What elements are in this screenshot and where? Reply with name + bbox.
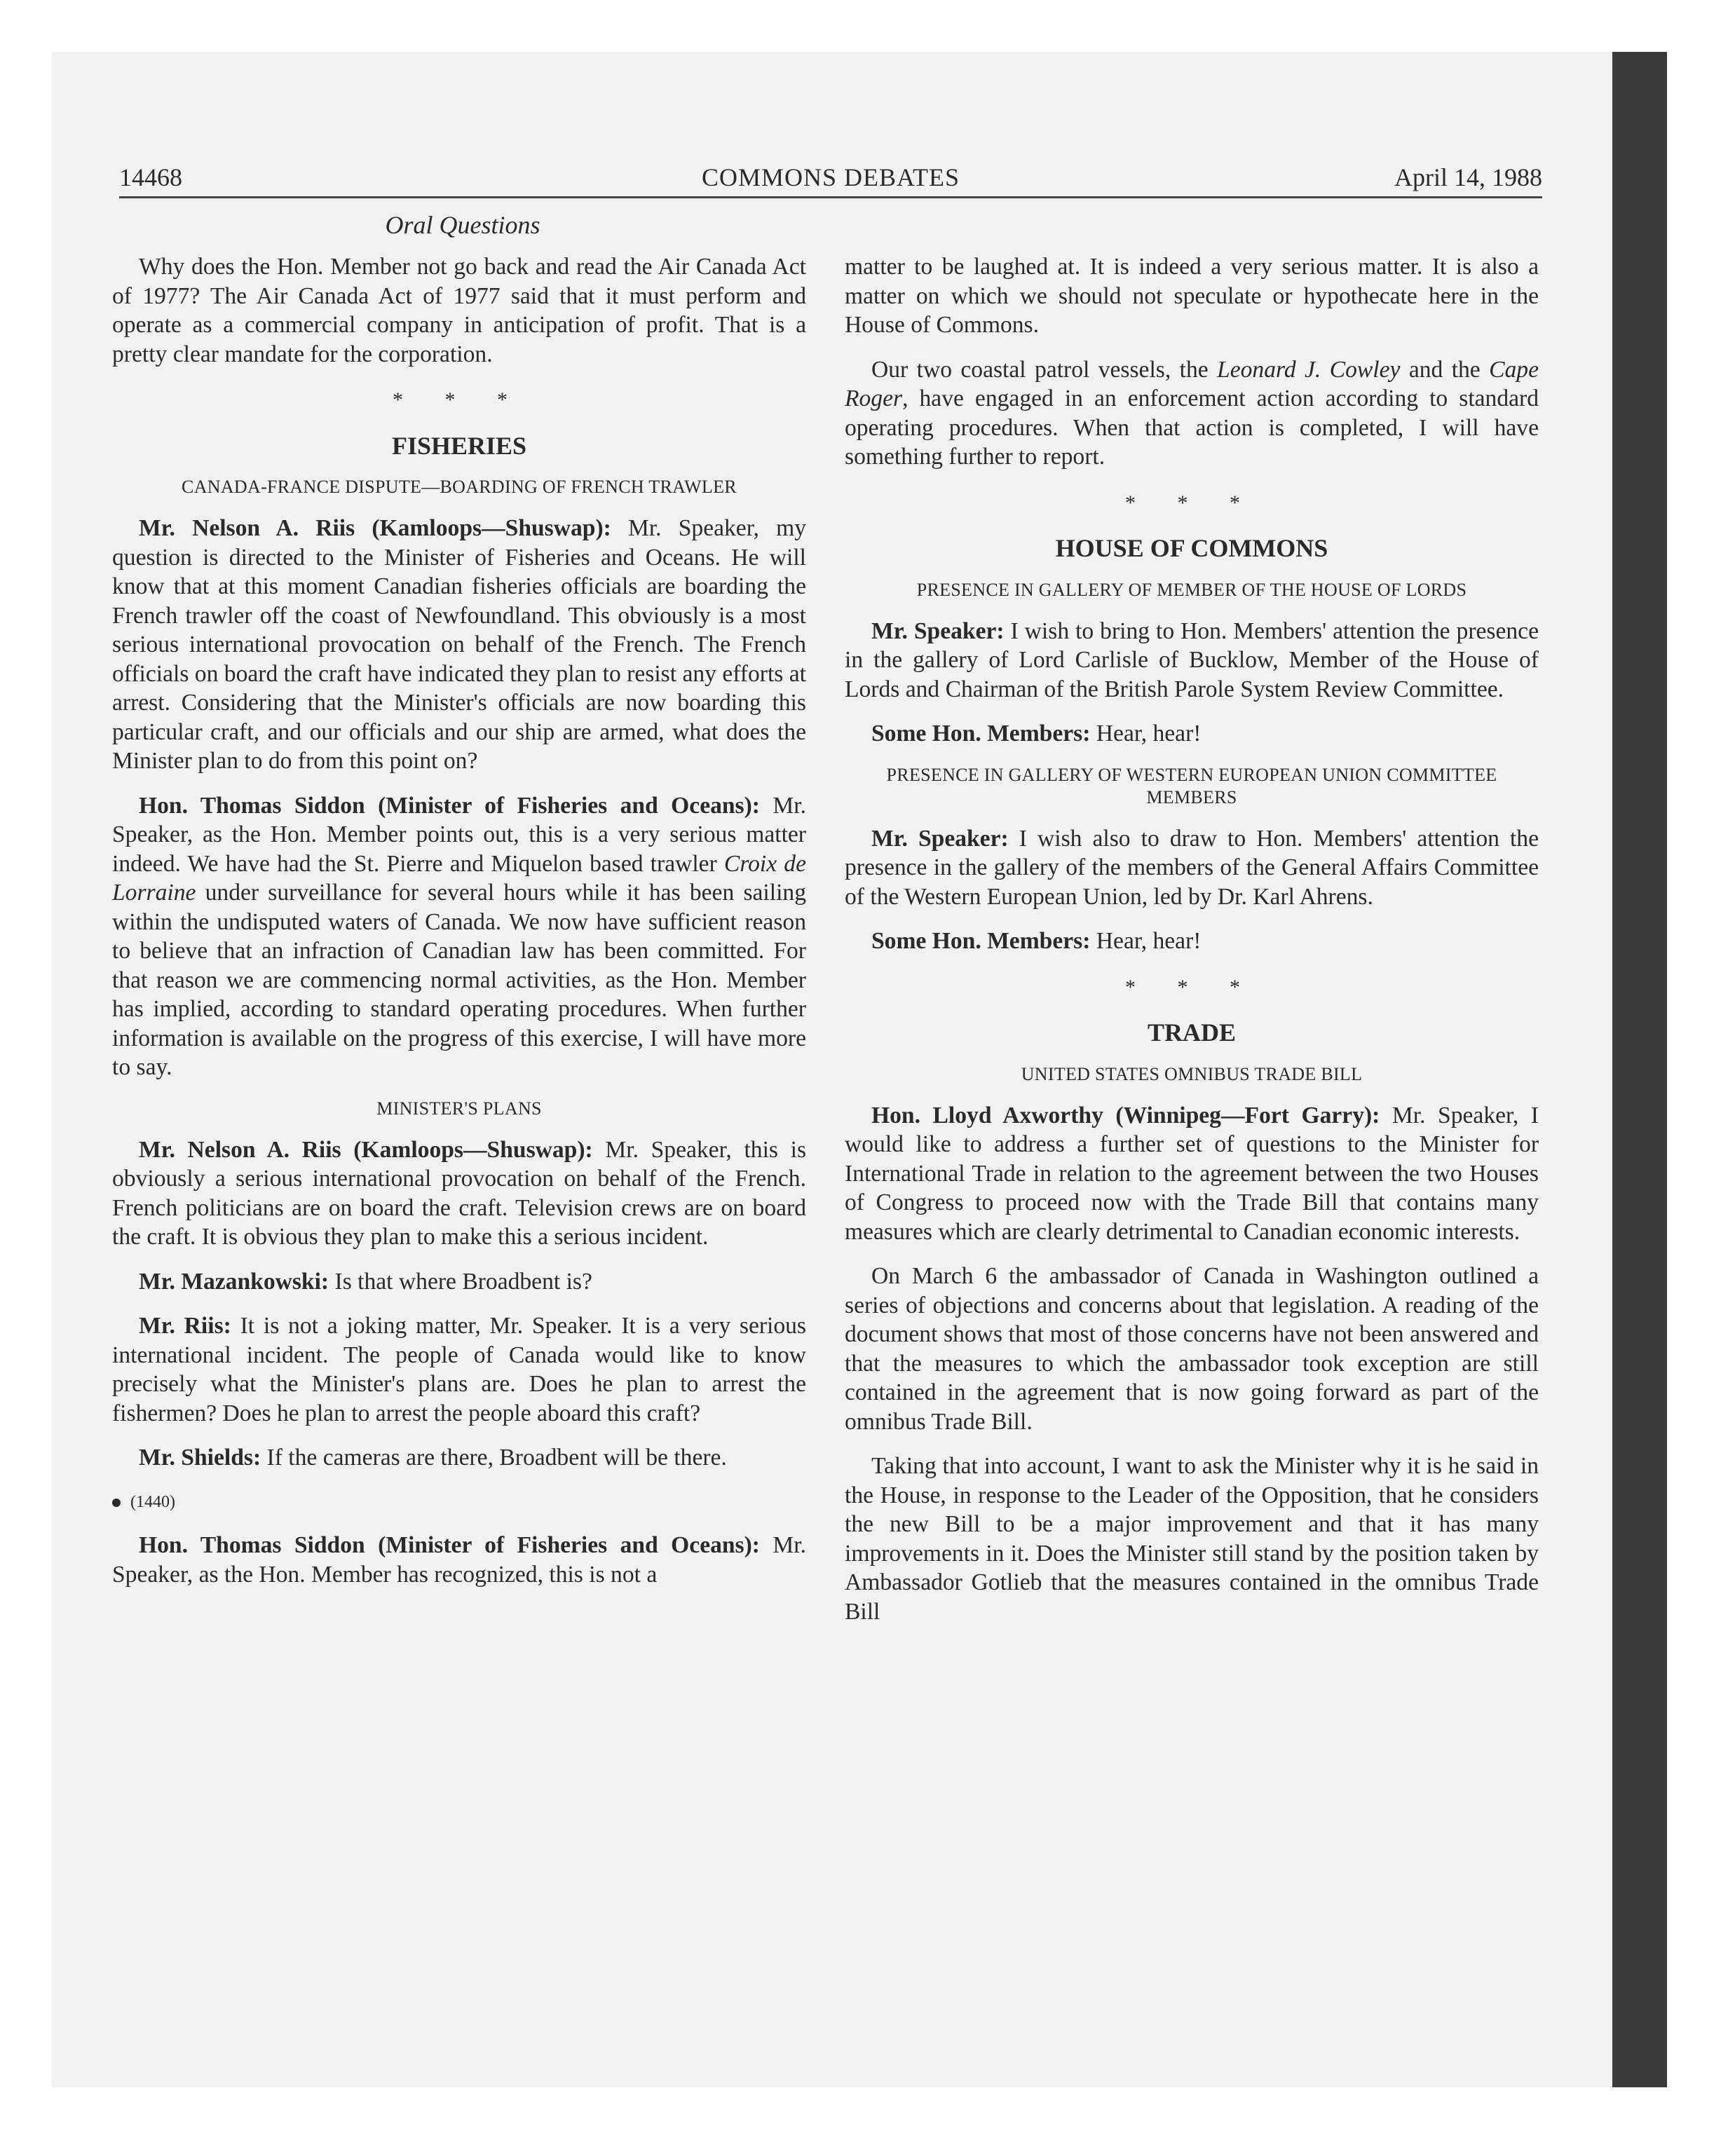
subheading: UNITED STATES OMNIBUS TRADE BILL [1021, 1063, 1363, 1084]
paragraph [845, 355, 1539, 472]
publication-title: COMMONS DEBATES [701, 163, 960, 191]
right-column [845, 252, 1539, 1642]
paragraph: Taking that into account, I want to ask the Minister why it is he said in the House, in response to the Leader of the Opposition, that he considers the new Bill to be a major improvement and that it has many improvements in it. Does the Minister still stand by the position taken by Ambassador Gotlieb that the measures contained in the omnibus Trade Bill [845, 1453, 1539, 1625]
speaker-name: Hon. Thomas Siddon (Minister of Fisheries and Oceans): [139, 792, 760, 819]
speech [845, 719, 1539, 749]
section-heading: FISHERIES [391, 431, 527, 460]
vessel-name: Cape Roger [845, 356, 1539, 411]
speech-text: Mr. Speaker, as the Hon. Member points out, this is a very serious matter indeed. We have had the St. Pierre and Miquelon based trawler [112, 792, 806, 877]
speech-text: Mr. Speaker, this is obviously a serious international provocation on behalf of the French. French politicians are on board the craft. Television crews are on board the craft. It is obvious they plan to make this a serious incident. [112, 1136, 807, 1250]
speech-text: Our two coastal patrol vessels, the [871, 356, 1218, 383]
speech [845, 927, 1539, 956]
subheading: PRESENCE IN GALLERY OF MEMBER OF THE HOUSE OF LORDS [916, 579, 1467, 600]
speech-text: Mr. Speaker, as the Hon. Member has recognized, this is not a [112, 1532, 806, 1588]
speech [112, 1135, 806, 1252]
subheading: CANADA-FRANCE DISPUTE—BOARDING OF FRENCH TRAWLER [182, 477, 737, 497]
speech-text: , have engaged in an enforcement action according to standard operating procedures. When that action is completed, I will have something further to report. [845, 386, 1539, 470]
time-marker [112, 1488, 806, 1517]
speech [112, 1267, 806, 1297]
subheading: MINISTER'S PLANS [376, 1098, 542, 1119]
speaker-name: Hon. Lloyd Axworthy (Winnipeg—Fort Garry): [871, 1102, 1380, 1128]
vessel-name: Leonard J. Cowley [1217, 356, 1401, 383]
section-note: Oral Questions [385, 211, 540, 239]
speech [845, 1101, 1539, 1247]
speech [845, 617, 1539, 704]
paragraph: On March 6 the ambassador of Canada in Washington outlined a series of objections and concerns about that legislation. A reading of the document shows that most of those concerns have not been answered and that the measures to which the ambassador took exception are still contained in the agreement that is now going forward as part of the omnibus Trade Bill. [845, 1263, 1539, 1435]
page-header [119, 160, 1542, 198]
paragraph: Why does the Hon. Member not go back and read the Air Canada Act of 1977? The Air Canada Act of 1977 said that it must perform and operate as a commercial company in anticipation of profit. That is a pretty clear mandate for the corporation. [112, 254, 806, 367]
paragraph: matter to be laughed at. It is indeed a very serious matter. It is also a matter on which we should not speculate or hypothecate here in the House of Commons. [845, 254, 1539, 338]
speaker-name: Mr. Nelson A. Riis (Kamloops—Shuswap): [139, 1136, 593, 1163]
speech-text: Mr. Speaker, I would like to address a further set of questions to the Minister for International Trade in relation to the agreement between the two Houses of Congress to proceed now with the Trade Bill that contains many measures which are clearly detrimental to Canadian economic interests. [845, 1102, 1539, 1245]
speech [112, 1311, 806, 1428]
section-separator: * * * [1125, 491, 1258, 514]
subheading: PRESENCE IN GALLERY OF WESTERN EUROPEAN UNION COMMITTEE MEMBERS [886, 764, 1497, 807]
speech [112, 514, 806, 776]
speaker-name: Mr. Nelson A. Riis (Kamloops—Shuswap): [139, 515, 611, 541]
section-heading: TRADE [1147, 1018, 1237, 1046]
speaker-name: Some Hon. Members: [871, 721, 1091, 746]
speech [112, 1443, 806, 1473]
scan-edge [1612, 52, 1667, 2087]
time-marker-text: (1440) [130, 1492, 175, 1511]
section-heading: HOUSE OF COMMONS [1055, 534, 1328, 562]
speaker-name: Mr. Speaker: [871, 825, 1009, 852]
speech [112, 1531, 806, 1589]
speech-text: Hear, hear! [1090, 721, 1202, 746]
speaker-name: Mr. Speaker: [871, 618, 1005, 644]
speaker-name: Hon. Thomas Siddon (Minister of Fisheries and Oceans): [139, 1532, 760, 1558]
speech [112, 791, 806, 1082]
speech-text: under surveillance for several hours while it has been sailing within the undisputed waters of Canada. We now have sufficient reason to believe that an infraction of Canadian law has been committed. For that reason we are commencing normal activities, as the Hon. Member has implied, according to standard operating procedures. When further information is available on the progress of this exercise, I will have more to say. [112, 880, 806, 1080]
speech-text: I wish also to draw to Hon. Members' attention the presence in the gallery of the members of the General Affairs Committee of the Western European Union, led by Dr. Karl Ahrens. [845, 825, 1539, 910]
speaker-name: Mr. Shields: [139, 1445, 261, 1471]
vessel-name: Croix de Lorraine [112, 850, 807, 906]
page-number: 14468 [119, 163, 182, 191]
speech-text: If the cameras are there, Broadbent will be there. [261, 1445, 727, 1471]
speech-text: Hear, hear! [1090, 928, 1202, 954]
section-separator: * * * [1125, 975, 1258, 999]
speaker-name: Mr. Riis: [139, 1313, 231, 1339]
left-column [112, 252, 806, 1604]
speech-text: Mr. Speaker, my question is directed to the Minister of Fisheries and Oceans. He will know that at this moment Canadian fisheries officials are boarding the French trawler off the coast of Newfoundland. This obviously is a most serious international provocation on behalf of the French. The French officials on board the craft have indicated they plan to resist any efforts at arrest. Considering that the Minister's officials are now boarding this particular craft, and our officials and our ship are armed, what does the Minister plan to do from this point on? [112, 515, 806, 774]
speech [845, 824, 1539, 912]
speech-text: I wish to bring to Hon. Members' attention the presence in the gallery of Lord Carlisle of Bucklow, Member of the House of Lords and Chairman of the British Parole System Review Committee. [845, 618, 1539, 702]
speaker-name: Mr. Mazankowski: [139, 1268, 329, 1295]
page-date: April 14, 1988 [1394, 163, 1542, 191]
speech-text: and the [1400, 356, 1490, 383]
speech-text: It is not a joking matter, Mr. Speaker. It is a very serious international incident. The people of Canada would like to know precisely what the Minister's plans are. Does he plan to arrest the fishermen? Does he plan to arrest the people aboard this craft? [112, 1313, 807, 1426]
speech-text: Is that where Broadbent is? [329, 1268, 592, 1295]
bullet-icon [112, 1499, 121, 1507]
speaker-name: Some Hon. Members: [871, 928, 1091, 954]
section-separator: * * * [393, 388, 526, 411]
